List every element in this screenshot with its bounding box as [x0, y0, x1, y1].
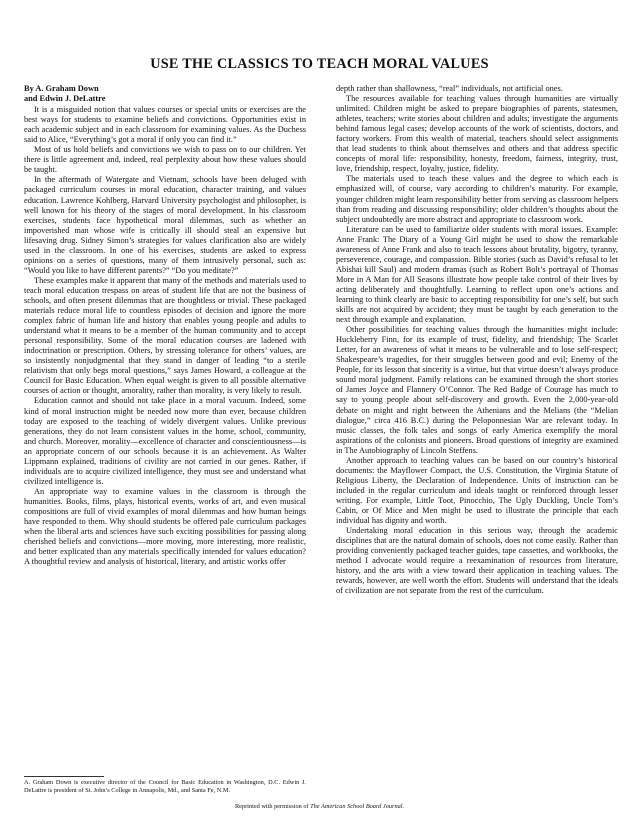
paragraph: The resources available for teaching values through humanities are virtually unlimited. Children might be asked to prepare biographies of parents, statesmen, athletes, teachers; write stories about children and adults; investigate the arguments behind famous legal cases; develop accounts of the work of scientists, doctors, and factory workers. From this wealth of material, teachers should select assignments that lead students to think about themselves and others and that address specific concepts of moral life: responsibility, honesty, freedom, fairness, integrity, trust, love, friendship, respect, loyalty, justice, fidelity. [336, 94, 618, 174]
paragraph: Literature can be used to familiarize older students with moral issues. Example: Anne Frank: The Diary of a Young Girl might be used to show the remarkable awareness of Anne Frank and also to teach lessons about brutality, bigotry, tyranny, perseverence, courage, and compassion. Bible stories (such as David’s refusal to let Abishai kill Saul) and modern dramas (such as Robert Bolt’s portrayal of Thomas More in A Man for All Seasons illustrate how people take control of their lives by acting deliberately and thoughtfully. Learning to reflect upon one’s actions and learning to think clearly are basic to accepting responsibility for one’s self, but such skills are not acquired by accident; they must be taught by each generation to the next through example and explanation. [336, 224, 618, 325]
paragraph: Education cannot and should not take place in a moral vacuum. Indeed, some kind of moral instruction might be needed now more than ever, because children today are exposed to the teaching of widely divergent values. Unlike previous generations, they do not learn consistent values in the home, school, community, and church. Moreover, morality—excellence of character and conscientiousness—is an appropriate concern of our schools because it is an achievement. As Walter Lippmann explained, traditions of civility are not carried in our genes. Rather, if individuals are to acquire civilized intelligence, they must see and understand what civilized intelligence is. [24, 396, 306, 486]
right-column [336, 84, 618, 596]
paragraph: Most of us hold beliefs and convictions we wish to pass on to our children. Yet there is little agreement and, indeed, real perplexity about how these values should be taught. [24, 145, 306, 175]
left-column [24, 84, 306, 567]
reprint-credit [0, 803, 639, 811]
author-line-2: and Edwin J. DeLattre [24, 94, 106, 104]
paragraph: Other possibilities for teaching values through the humanities might include: Huckleberry Finn, for its example of trust, fidelity, and friendship; The Scarlet Letter, for an awareness of what it means to be vulnerable and to lose self-respect; Shakespeare’s tragedies, for their struggles between good and evil; Enemy of the People, for its lesson that sincerity is a virtue, but that virtue doesn’t always produce sound moral judgment. Family relations can be examined through the short stories of James Joyce and Flannery O’Connor. The Red Badge of Courage has much to say to young people about self-discovery and growth. Even the 2,000-year-old debate on might and right between the Athenians and the Melians (the “Melian dialogue,” circa 416 B.C.) during the Peloponnesian War are relevant today. In music classes, the folk tales and songs of early America exemplify the moral aspirations of the colonists and pioneers. Broad questions of integrity are examined in The Autobiography of Lincoln Steffens. [336, 325, 618, 455]
paragraph: Undertaking moral education in this serious way, through the academic disciplines that are the natural domain of schools, does not come easily. Rather than providing conveniently packaged teacher guides, tape cassettes, and workbooks, the method I advocate would require a reexamination of resources from literature, history, and the arts with a view toward their application in teaching values. The rewards, however, are well worth the effort. Students will understand that the ideals of civilization are not separate from the rest of the curriculum. [336, 526, 618, 596]
paragraph: Another approach to teaching values can be based on our country’s historical documents: the Mayflower Compact, the U.S. Constitution, the Virginia Statute of Religious Liberty, the Declaration of Independence. Units of instruction can be included in the regular curriculum and ideals taught or reinforced through lesser writing. For example, Little Toot, Pinocchio, The Ugly Duckling, Uncle Tom’s Cabin, or Of Mice and Men might be used to illustrate the principle that each individual has dignity and worth. [336, 455, 618, 526]
paragraph: depth rather than shallowness, “real” individuals, not artificial ones. [336, 84, 563, 93]
paragraph: These examples make it apparent that many of the methods and materials used to teach moral education trespass on areas of student life that are not the business of schools, and often present dilemmas that are thoughtless or trivial. These packaged materials reduce moral life to countless episodes of decision and ignore the more complex fabric of human life and history that enables young people and adults to understand what it means to be a member of the human community and to accept personal responsibility. Some of the moral education courses are ladened with indoctrination or prescription. Others, by stressing tolerance for others’ values, are so insistently nonjudgmental that they stand in danger of leading “to a sterile relativism that only begs moral questions,” says James Howard, a colleague at the Council for Basic Education. When equal weight is given to all possible alternative courses of action or thought, amorality, rather than morality, is very likely to result. [24, 275, 306, 396]
author-footnote: A. Graham Down is executive director of the Council for Basic Education in Washington, D.C. Edwin J. DeLattre is president of St. John’s College in Annapolis, Md., and Santa Fe, N.M. [24, 779, 306, 794]
paragraph: The materials used to teach these values and the degree to which each is emphasized will, of course, vary according to children’s maturity. For example, younger children might learn responsibility better from serving as classroom helpers than from reading and discussing responsibility; older children’s thoughts about the subject undoubtedly are more abstract and appropriate to classroom work. [336, 174, 618, 224]
article-title: USE THE CLASSICS TO TEACH MORAL VALUES [150, 56, 489, 72]
paragraph: It is a misguided notion that values courses or special units or exercises are the best ways for students to examine beliefs and convictions. Opportunities exist in each academic subject and in each classroom for examining values. As the Duchess said to Alice, “Everything’s got a moral if only you can find it.” [24, 105, 306, 145]
reprint-prefix: Reprinted with permission of [234, 803, 311, 810]
paragraph: In the aftermath of Watergate and Vietnam, schools have been deluged with packaged curriculum courses in moral education, character training, and values education. Lawrence Kohlberg, Harvard University psychologist and philosopher, is well known for his theory of the stages of moral development. In his classroom exercises, students face hypothetical moral dilemmas, such as whether an impoverished man whose wife is critically ill should steal an expensive but lifesaving drug. Sidney Simon’s strategies for values clarification also are widely used in the classroom. In one of his exercises, students are asked to express opinions on a series of questions, many of them intrusively personal, such as: “Would you like to have different parents?” “Do you meditate?” [24, 175, 306, 275]
paragraph: An appropriate way to examine values in the classroom is through the humanities. Books, films, plays, historical events, works of art, and even musical compositions are full of vivid examples of moral dilemmas and how human beings have responded to them. Why should students be offered pale curriculum packages when the liberal arts and sciences have such exciting possibilities for passing along cherished beliefs and convictions—more moving, more interesting, more realistic, and better explicated than any materials specifically intended for values education? A thoughtful review and analysis of historical, literary, and artistic works offer [24, 486, 306, 567]
footnote-divider [24, 776, 104, 777]
reprint-source: The American School Board Journal. [310, 803, 405, 810]
author-line-1: By A. Graham Down [24, 84, 99, 93]
